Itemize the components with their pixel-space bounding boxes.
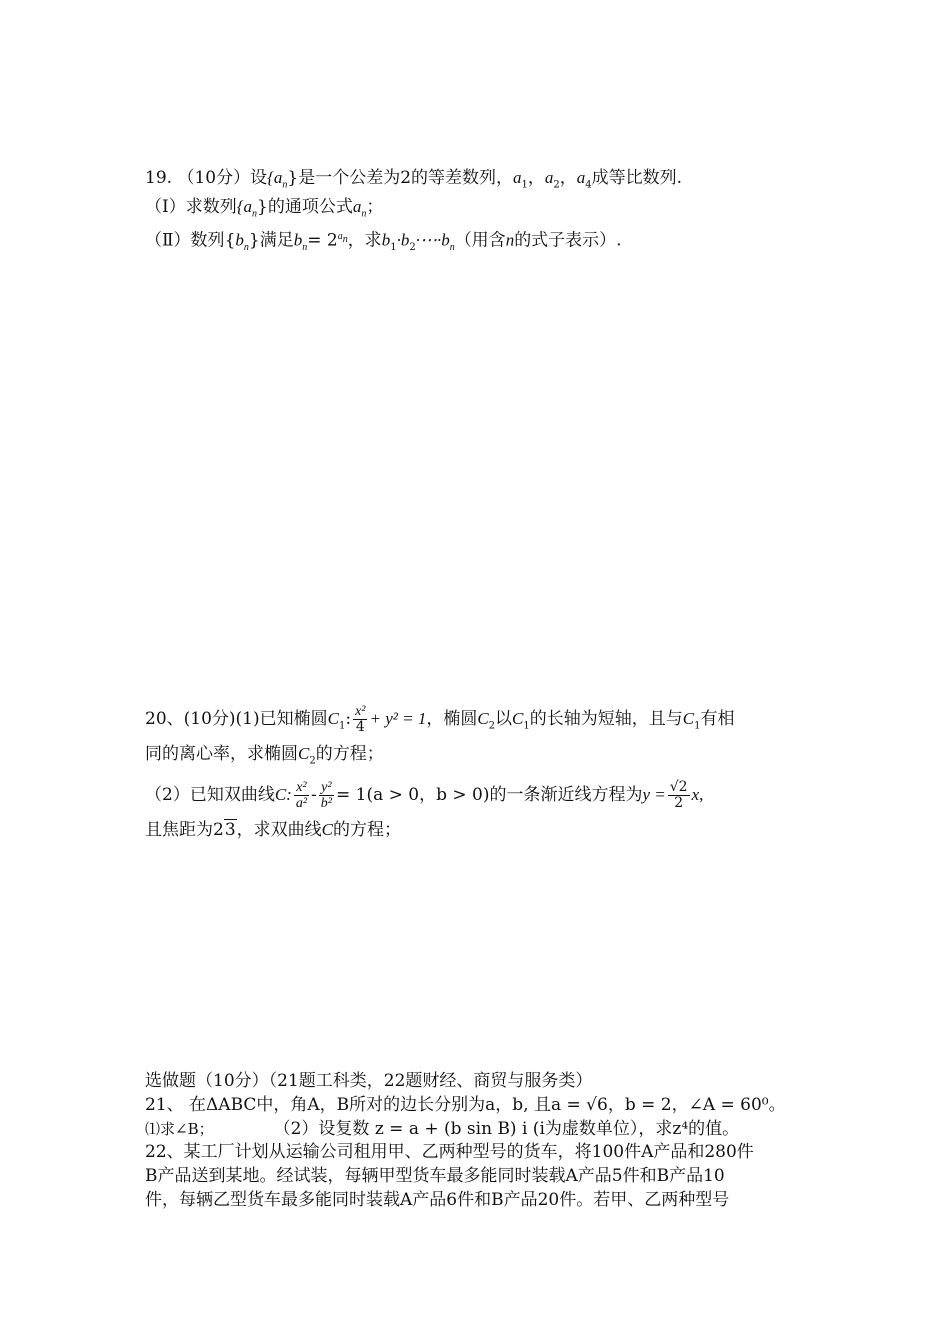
optional-header: 选做题（10分）（21题工科类，22题财经、商贸与服务类） <box>145 1071 593 1091</box>
q19-line-1: 19. （10分）设$\{a_n\}$是一个公差为2的等差数列，$a_1$，$a_2$，$a_4$成等比数列. <box>145 168 683 191</box>
q20-header: 20、(10分)(1)已知椭圆 <box>145 709 328 729</box>
q20-line-1: 20、(10分)(1)已知椭圆$C_1$: $\frac{\text{x²}}{4}$ + y² = 1，椭圆$C_2$以$C_1$的长轴为短轴，且与$C_1$有相 <box>145 704 735 735</box>
asymptote-fraction: $\frac{√2}{2}$ <box>669 779 688 811</box>
hyperbola-y-fraction: $\frac{\text{y²}}{\text{b²}}$ <box>320 780 332 811</box>
q21-line-2 <box>145 1117 739 1141</box>
hyperbola-x-fraction: $\frac{\text{x²}}{\text{a²}}$ <box>295 780 308 811</box>
q19-part-1: （Ⅰ）求数列$\{a_n\}$的通项公式$a_n$； <box>145 197 384 220</box>
q21-part-1: ⑴求∠B； <box>145 1120 214 1138</box>
q20-line-3: （2）已知双曲线C: $\frac{\text{x²}}{\text{a²}}$ - $\frac{\text{y²}}{\text{b²}}$ = 1(a > 0，b > 0)的一条渐近线方程为y = $\frac{√2}{2}$ x, <box>145 779 704 811</box>
q22-line-1: 22、某工厂计划从运输公司租用甲、乙两种型号的货车，将100件A产品和280件 <box>145 1142 754 1162</box>
q20-line-4: 且焦距为23，求双曲线C的方程； <box>145 820 401 840</box>
q19-header: 19. （10分）设 <box>145 168 268 188</box>
ellipse-fraction: $\frac{\text{x²}}{4}$ <box>355 704 366 735</box>
q20-line-2: 同的离心率，求椭圆$C_2$的方程； <box>145 744 384 767</box>
q21-part-2: （2）设复数 z = a + (b sin B) i (i为虚数单位），求z⁴的值。 <box>273 1119 740 1139</box>
q22-line-3: 件，每辆乙型货车最多能同时装载A产品6件和B产品20件。若甲、乙两种型号 <box>145 1190 730 1210</box>
q19-part-2: （Ⅱ）数列$\{b_n\}$满足$b_n= 2^{a_n}$，求$b_1\cdot b_2\cdot\cdots\cdot b_n$（用含n的式子表示）. <box>145 230 622 254</box>
q21-line-1: 21、 在ΔABC中，角A，B所对的边长分别为a，b, 且a = √6，b = 2，∠A = 60⁰。 <box>145 1095 786 1115</box>
q22-line-2: B产品送到某地。经试装，每辆甲型货车最多能同时装载A产品5件和B产品10 <box>145 1166 725 1186</box>
